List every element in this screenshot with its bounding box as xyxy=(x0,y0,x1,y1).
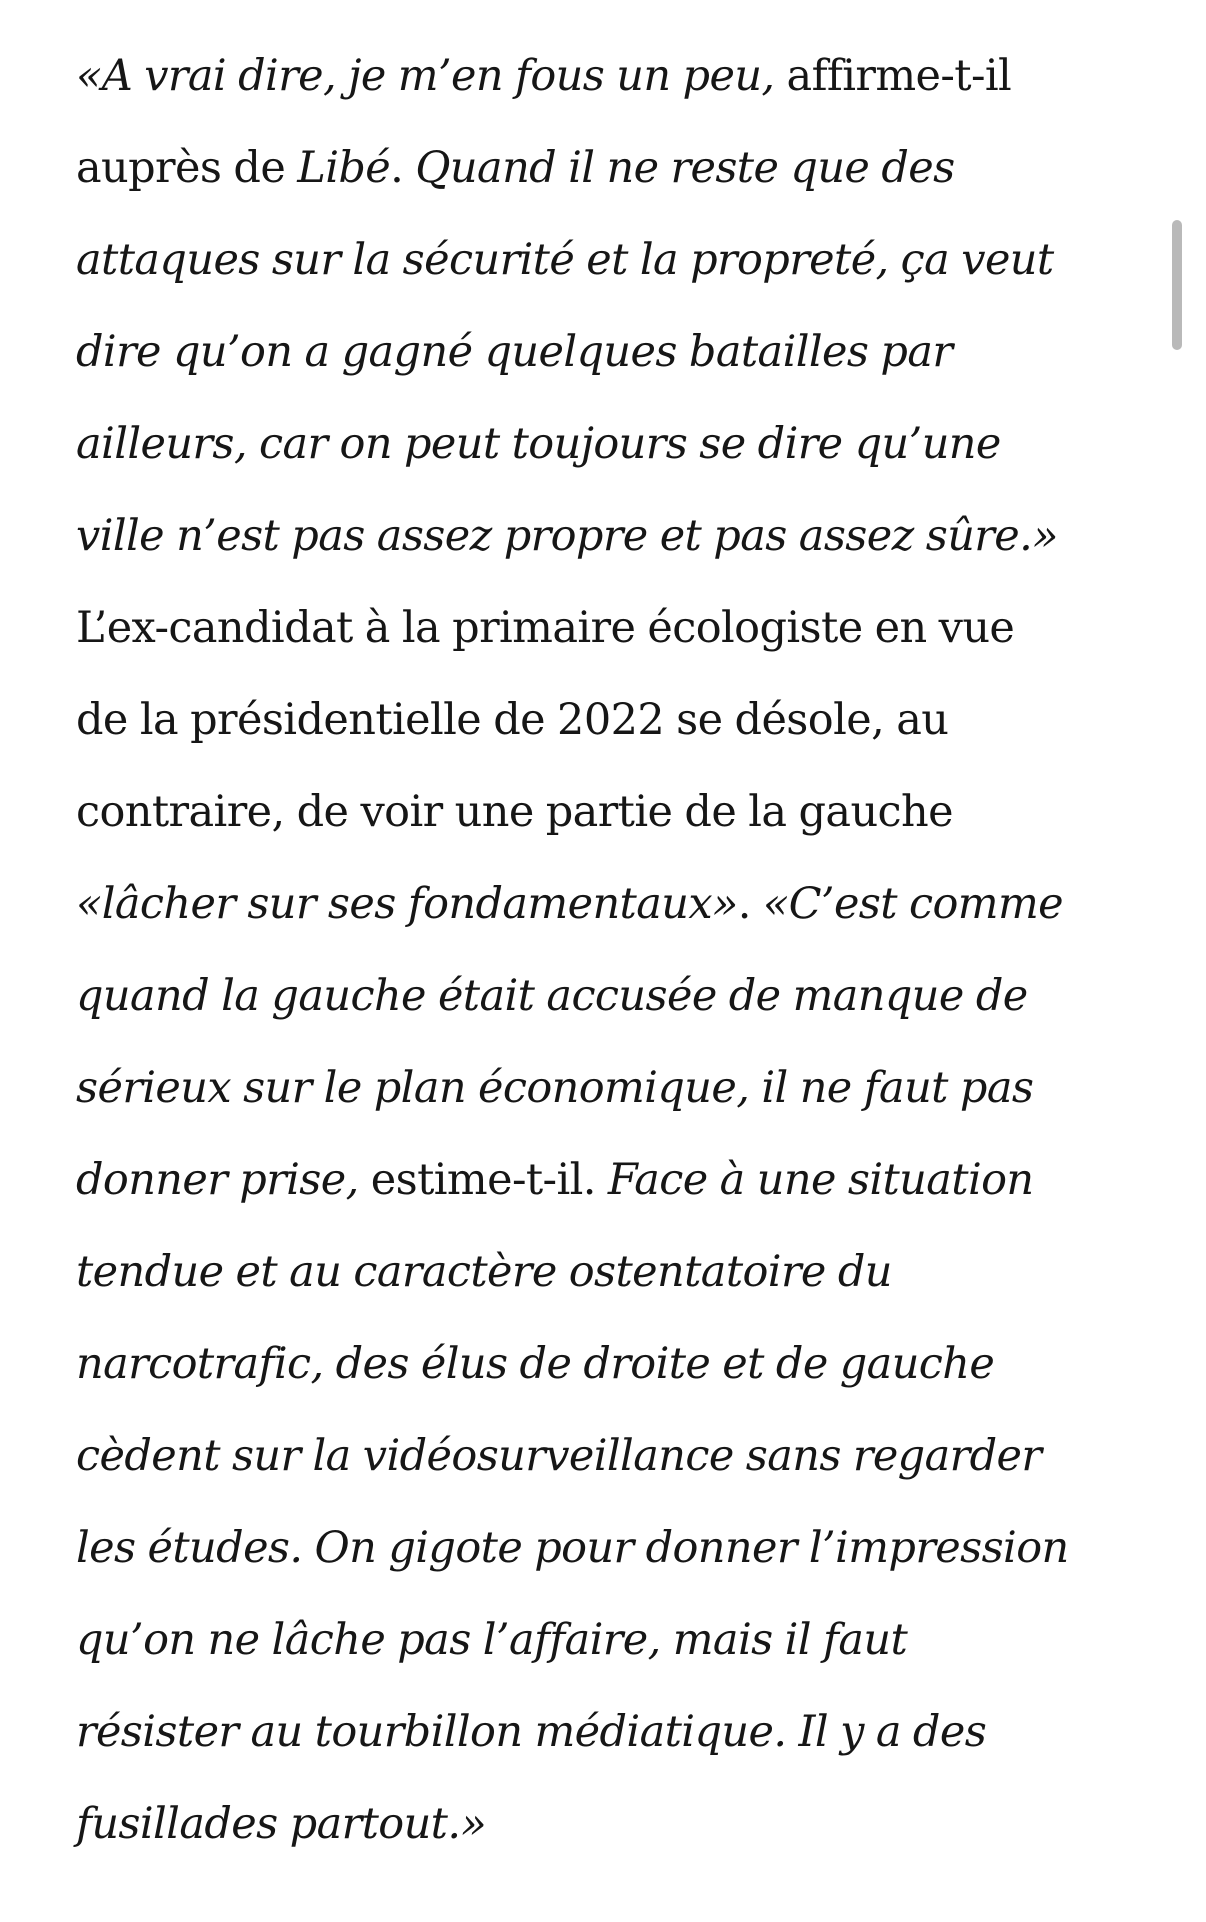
italic-quote-text: ville n’est pas assez propre et pas assez sûre.» xyxy=(76,511,1058,561)
text-line xyxy=(76,1410,1136,1502)
text-line xyxy=(76,1502,1136,1594)
text-line xyxy=(76,1042,1136,1134)
text-line xyxy=(76,214,1136,306)
roman-text: auprès de xyxy=(76,143,298,193)
roman-text: contraire, de voir une partie de la gauche xyxy=(76,787,953,837)
text-line xyxy=(76,674,1136,766)
italic-quote-text: narcotrafic, des élus de droite et de gauche xyxy=(76,1339,995,1389)
italic-quote-text: «lâcher sur ses fondamentaux» xyxy=(76,879,738,929)
roman-text: L’ex-candidat à la primaire écologiste en vue xyxy=(76,603,1015,653)
italic-quote-text: donner prise, xyxy=(76,1155,359,1205)
italic-quote-text: résister au tourbillon médiatique. Il y a des xyxy=(76,1707,987,1757)
text-line xyxy=(76,766,1136,858)
italic-quote-text: ailleurs, car on peut toujours se dire qu’une xyxy=(76,419,1001,469)
text-line xyxy=(76,398,1136,490)
text-line xyxy=(76,490,1136,582)
italic-quote-text: attaques sur la sécurité et la propreté, ça veut xyxy=(76,235,1054,285)
text-line xyxy=(76,306,1136,398)
italic-quote-text: sérieux sur le plan économique, il ne faut pas xyxy=(76,1063,1034,1113)
italic-quote-text: dire qu’on a gagné quelques batailles par xyxy=(76,327,953,377)
scrollbar-thumb[interactable] xyxy=(1172,220,1182,350)
article-paragraph xyxy=(76,30,1136,1870)
roman-text: . xyxy=(390,143,416,193)
text-line xyxy=(76,1594,1136,1686)
italic-quote-text: Libé xyxy=(297,143,391,193)
text-line xyxy=(76,582,1136,674)
text-line xyxy=(76,1318,1136,1410)
italic-quote-text: Face à une situation xyxy=(607,1155,1034,1205)
text-line xyxy=(76,122,1136,214)
roman-text: de la présidentielle de 2022 se désole, au xyxy=(76,695,949,745)
italic-quote-text: qu’on ne lâche pas l’affaire, mais il faut xyxy=(76,1615,908,1665)
text-line xyxy=(76,1226,1136,1318)
italic-quote-text: Quand il ne reste que des xyxy=(415,143,955,193)
italic-quote-text: «A vrai dire, je m’en fous un peu, xyxy=(76,51,775,101)
text-line xyxy=(76,1778,1136,1870)
text-line xyxy=(76,1686,1136,1778)
text-line xyxy=(76,1134,1136,1226)
roman-text: estime-t-il. xyxy=(358,1155,608,1205)
italic-quote-text: cèdent sur la vidéosurveillance sans regarder xyxy=(76,1431,1042,1481)
text-line xyxy=(76,950,1136,1042)
italic-quote-text: les études. On gigote pour donner l’impression xyxy=(76,1523,1069,1573)
italic-quote-text: quand la gauche était accusée de manque de xyxy=(76,971,1028,1021)
text-line xyxy=(76,858,1136,950)
roman-text: . xyxy=(737,879,763,929)
italic-quote-text: «C’est comme xyxy=(762,879,1063,929)
text-line xyxy=(76,30,1136,122)
italic-quote-text: fusillades partout.» xyxy=(76,1799,487,1849)
italic-quote-text: tendue et au caractère ostentatoire du xyxy=(76,1247,892,1297)
roman-text: affirme-t-il xyxy=(774,51,1012,101)
